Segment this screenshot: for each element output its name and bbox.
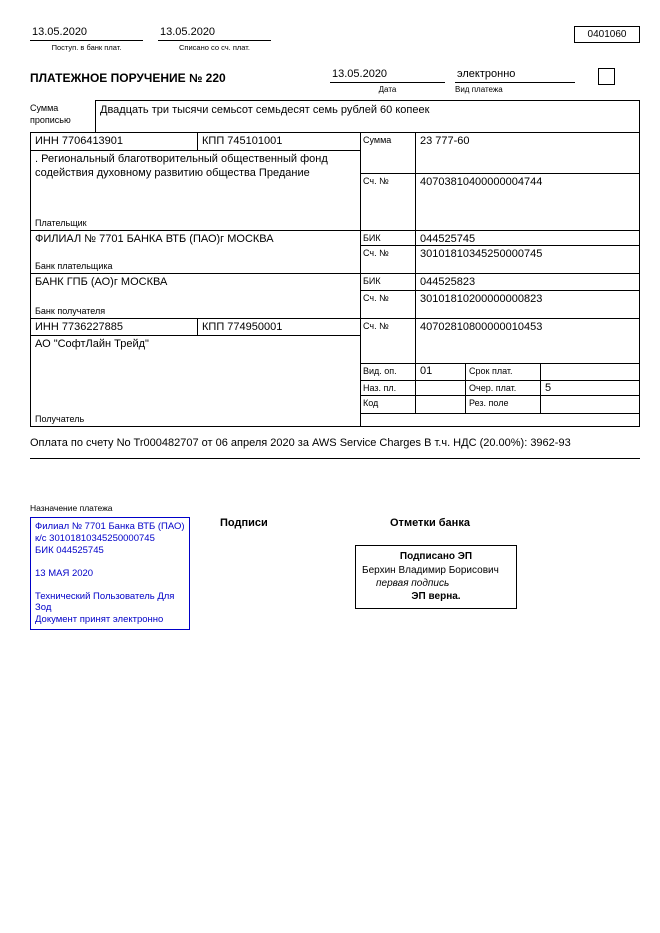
payer-inn-kpp-row (31, 133, 360, 151)
payee-bank-section (31, 274, 360, 319)
payer-bank-account-row (361, 246, 639, 274)
payment-table-left (31, 133, 361, 426)
payment-kind: электронно (455, 68, 575, 83)
payee-name: АО "СофтЛайн Трейд" (35, 338, 149, 350)
payer-bank-name: ФИЛИАЛ № 7701 БАНКА ВТБ (ПАО)г МОСКВА (35, 233, 274, 245)
payer-bank-bik: 044525745 (420, 233, 476, 245)
reserve-value (541, 396, 639, 413)
payer-bank-bik-row (361, 231, 639, 246)
payment-kind-block (455, 68, 575, 94)
stamp-corr-account: к/с 30101810345250000745 (35, 532, 155, 544)
pay-purpose-label: Наз. пл. (361, 381, 416, 395)
stamp-bank-name: Филиал № 7701 Банка ВТБ (ПАО) (35, 521, 185, 532)
stamp-date: 13 МАЯ 2020 (35, 567, 94, 579)
signature-name: Берхин Владимир Борисович (362, 565, 499, 576)
form-code-box: 0401060 (574, 26, 640, 43)
pay-order-label: Очер. плат. (466, 381, 541, 395)
received-date: 13.05.2020 (30, 26, 143, 41)
stamp-bik: БИК 044525745 (35, 544, 104, 556)
document-date-label: Дата (378, 85, 397, 94)
payee-bank-section-label: Банк получателя (35, 306, 106, 316)
payment-kind-label: Вид платежа (455, 85, 503, 94)
payee-inn-kpp-row (31, 319, 360, 336)
payment-purpose-label: Назначение платежа (30, 503, 113, 513)
code-value (416, 396, 466, 413)
payee-account: 40702810800000010453 (420, 321, 543, 333)
pay-purpose-value (416, 381, 466, 395)
payer-bank-section (31, 231, 360, 274)
signature-title: Подписано ЭП (399, 551, 473, 562)
payee-bank-bik: 044525823 (420, 276, 476, 288)
pay-term-value (541, 364, 639, 380)
document-date: 13.05.2020 (330, 68, 445, 83)
op-type-value: 01 (416, 364, 466, 380)
payee-bank-name: БАНК ГПБ (АО)г МОСКВА (35, 276, 168, 288)
footer-row (30, 517, 640, 630)
signature-kind: первая подпись (376, 578, 450, 589)
top-dates-row (0, 0, 660, 52)
pay-term-label: Срок плат. (466, 364, 541, 380)
payee-section (31, 336, 360, 426)
electronic-signature-stamp (355, 545, 517, 609)
pay-order-value: 5 (545, 382, 552, 394)
amount-in-words-row (30, 100, 640, 132)
bank-marks-header: Отметки банка (390, 517, 470, 529)
bank-acceptance-stamp (30, 517, 190, 630)
payer-account-label: Сч. № (361, 174, 416, 230)
payee-account-label: Сч. № (361, 319, 416, 363)
received-date-block (30, 26, 143, 52)
amount-row (361, 133, 639, 174)
payee-bank-bik-row (361, 274, 639, 291)
payer-kpp: КПП 745101001 (202, 135, 283, 147)
op-type-label: Вид. оп. (361, 364, 416, 380)
status-checkbox (598, 68, 615, 85)
pay-purpose-code-row (361, 381, 639, 396)
debited-date-label: Списано со сч. плат. (179, 43, 250, 52)
amount-label: Сумма (361, 133, 416, 173)
code-label: Код (361, 396, 416, 413)
document-title: ПЛАТЕЖНОЕ ПОРУЧЕНИЕ № 220 (30, 71, 226, 85)
payment-purpose-text: Оплата по счету No Tr000482707 от 06 апреля 2020 за AWS Service Charges В т.ч. НДС (20.00%): 3962-93 (30, 437, 640, 459)
right-bottom-spacer (361, 414, 639, 426)
document-date-block (330, 68, 445, 94)
signatures-header: Подписи (220, 517, 268, 529)
signature-valid: ЭП верна. (411, 591, 461, 602)
payer-bank-account-label: Сч. № (361, 246, 416, 273)
payer-name: . Региональный благотворительный общественный фонд содействия духовному развитию общества Предание (35, 153, 328, 179)
payer-account-row (361, 174, 639, 231)
payer-bank-bik-label: БИК (361, 231, 416, 245)
stamp-status: Документ принят электронно (35, 614, 164, 626)
amount-value: 23 777-60 (420, 135, 470, 147)
reserve-label: Рез. поле (466, 396, 541, 413)
amount-in-words-value: Двадцать три тысячи семьсот семьдесят семь рублей 60 копеек (95, 100, 640, 132)
payment-table (30, 132, 640, 427)
payee-bank-account-row (361, 291, 639, 319)
payee-kpp: КПП 774950001 (202, 321, 283, 333)
payer-section (31, 151, 360, 231)
payment-table-right (361, 133, 639, 426)
payee-account-row (361, 319, 639, 364)
debited-date-block (158, 26, 271, 52)
payee-bank-account: 30101810200000000823 (420, 293, 543, 305)
op-type-row (361, 364, 639, 381)
code-row (361, 396, 639, 414)
received-date-label: Поступ. в банк плат. (51, 43, 122, 52)
payer-bank-section-label: Банк плательщика (35, 261, 113, 271)
debited-date: 13.05.2020 (158, 26, 271, 41)
amount-in-words-label: Сумма прописью (30, 103, 71, 125)
payer-inn: ИНН 7706413901 (31, 133, 198, 150)
payer-account: 40703810400000004744 (420, 176, 543, 188)
title-row (30, 68, 640, 94)
payer-section-label: Плательщик (35, 218, 87, 228)
stamp-user: Технический Пользователь Для Зод (35, 590, 175, 614)
payee-bank-account-label: Сч. № (361, 291, 416, 318)
payee-section-label: Получатель (35, 414, 85, 424)
bank-marks-column (355, 517, 517, 609)
payee-inn: ИНН 7736227885 (31, 319, 198, 335)
payer-bank-account: 30101810345250000745 (420, 248, 543, 260)
payee-bank-bik-label: БИК (361, 274, 416, 290)
